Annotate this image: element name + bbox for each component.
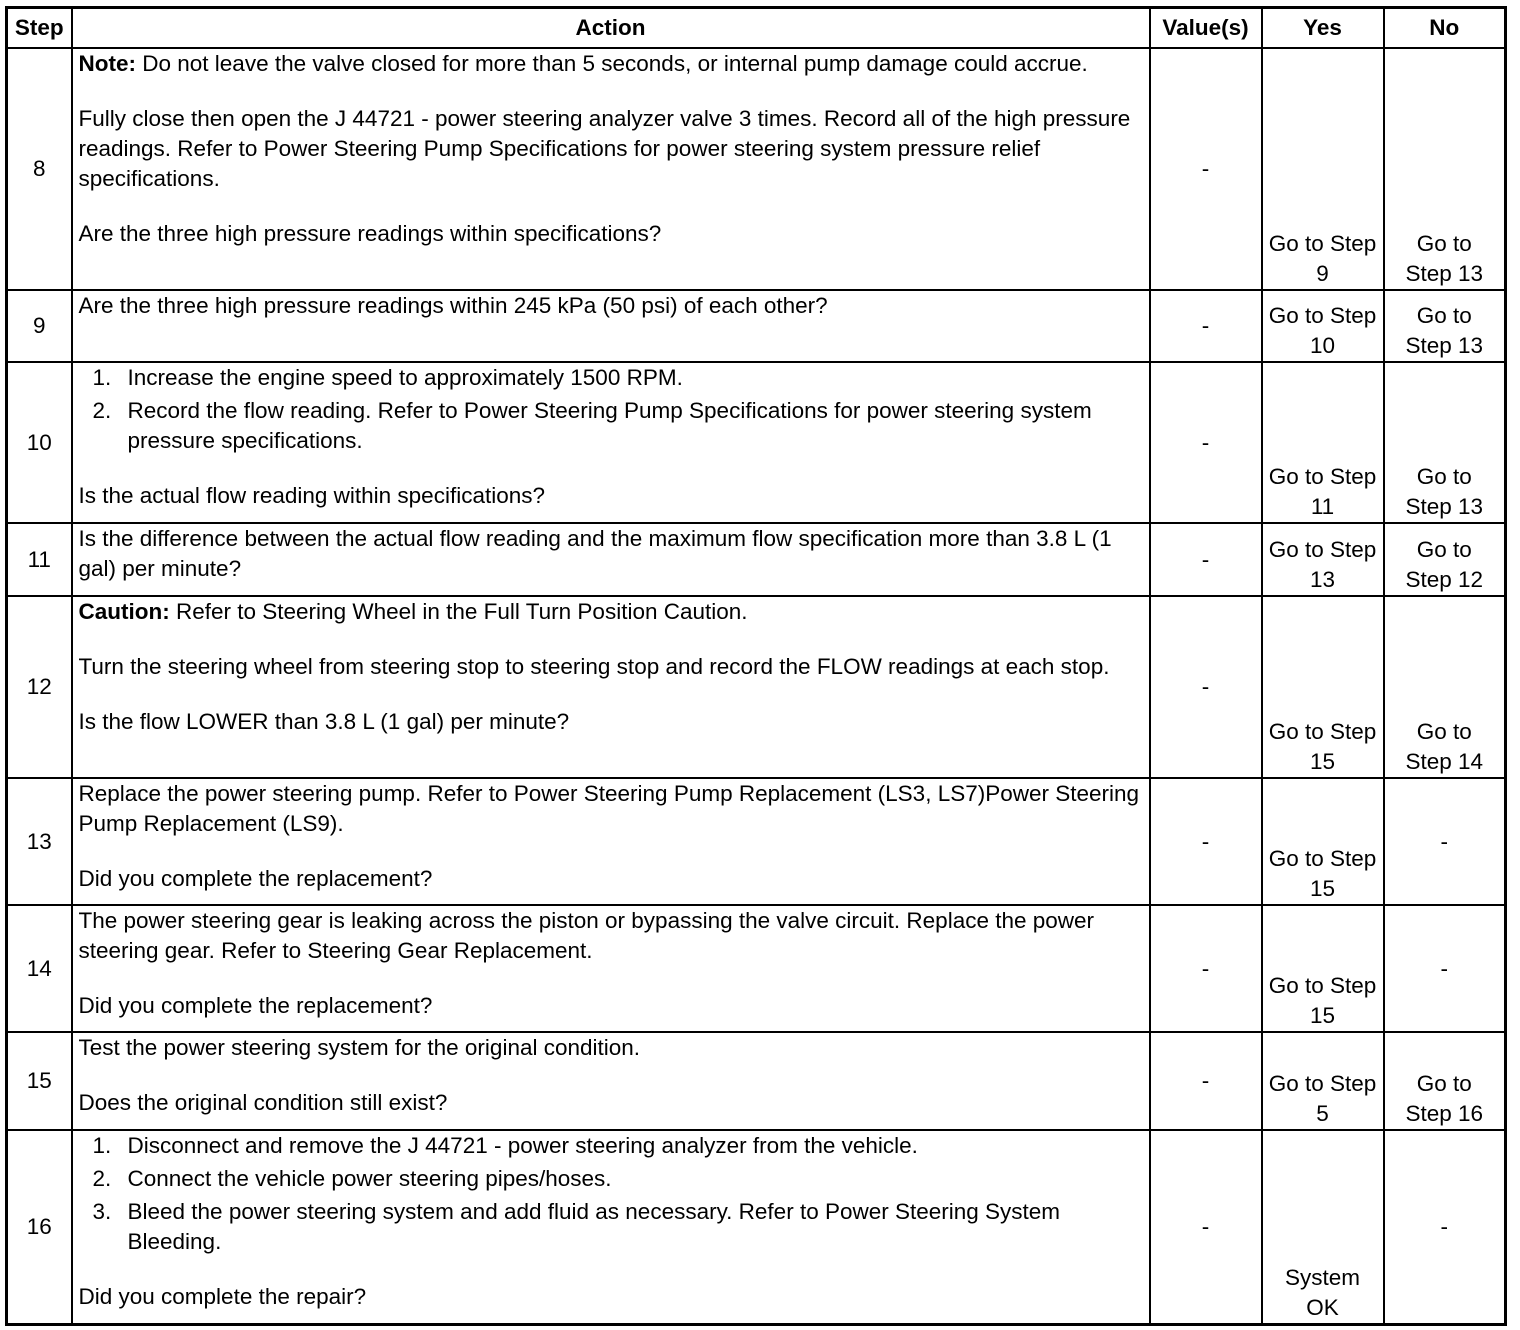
instruction-text: Test the power steering system for the original condition.	[78, 1035, 641, 1060]
no-outcome: -	[1384, 905, 1506, 1032]
list-item	[79, 1197, 1143, 1257]
yes-outcome: Go to Step 13	[1262, 523, 1384, 596]
item-text: Record the flow reading. Refer to Power Steering Pump Specifications for power steering system pressure specifications.	[127, 398, 1092, 453]
step-number: 8	[7, 48, 72, 290]
no-outcome: Go to Step 14	[1384, 596, 1506, 778]
table-row	[7, 523, 1506, 596]
value-cell: -	[1150, 905, 1262, 1032]
value-cell: -	[1150, 48, 1262, 290]
question-text: Did you complete the repair?	[78, 1284, 367, 1309]
instruction-text: Fully close then open the J 44721 - power steering analyzer valve 3 times. Record all of the high pressure readings. Refer to Power Steering Pump Specifications for power steering system pressure relief specifications.	[78, 106, 1131, 191]
yes-outcome: Go to Step 11	[1262, 362, 1384, 523]
header-row	[7, 8, 1506, 49]
step-number: 15	[7, 1032, 72, 1130]
yes-outcome: Go to Step 9	[1262, 48, 1384, 290]
header-yes: Yes	[1262, 8, 1384, 49]
action-cell	[72, 48, 1150, 290]
step-number: 16	[7, 1130, 72, 1324]
question-text: Is the actual flow reading within specifications?	[78, 483, 546, 508]
table-row	[7, 290, 1506, 362]
caution	[79, 597, 1143, 627]
yes-outcome: Go to Step 5	[1262, 1032, 1384, 1130]
value-cell: -	[1150, 778, 1262, 905]
value-cell: -	[1150, 523, 1262, 596]
action-cell	[72, 290, 1150, 362]
yes-outcome: Go to Step 15	[1262, 778, 1384, 905]
caution-label: Caution:	[78, 599, 170, 624]
table-row	[7, 905, 1506, 1032]
action-cell	[72, 1032, 1150, 1130]
list-item	[79, 396, 1143, 456]
header-values: Value(s)	[1150, 8, 1262, 49]
table-row	[7, 596, 1506, 778]
table-row	[7, 48, 1506, 290]
item-number: 1.	[92, 365, 112, 390]
step-number: 11	[7, 523, 72, 596]
item-text: Disconnect and remove the J 44721 - power steering analyzer from the vehicle.	[127, 1133, 918, 1158]
action-cell	[72, 1130, 1150, 1324]
header-no: No	[1384, 8, 1506, 49]
question-text: Is the flow LOWER than 3.8 L (1 gal) per minute?	[78, 709, 570, 734]
no-outcome: Go to Step 16	[1384, 1032, 1506, 1130]
action-cell	[72, 362, 1150, 523]
question-text: Did you complete the replacement?	[78, 866, 433, 891]
value-cell: -	[1150, 290, 1262, 362]
instruction-text: Replace the power steering pump. Refer to Power Steering Pump Replacement (LS3, LS7)Power Steering Pump Replacement (LS9).	[78, 781, 1140, 836]
no-outcome: Go to Step 13	[1384, 48, 1506, 290]
table-row	[7, 1130, 1506, 1324]
item-number: 3.	[92, 1199, 112, 1224]
question-text: Are the three high pressure readings within specifications?	[78, 221, 662, 246]
step-number: 13	[7, 778, 72, 905]
no-outcome: Go to Step 12	[1384, 523, 1506, 596]
no-outcome: Go to Step 13	[1384, 362, 1506, 523]
step-number: 10	[7, 362, 72, 523]
no-outcome: -	[1384, 1130, 1506, 1324]
note-label: Note:	[78, 51, 136, 76]
diagnostic-table	[5, 6, 1507, 1326]
yes-outcome: Go to Step 15	[1262, 905, 1384, 1032]
action-cell	[72, 905, 1150, 1032]
yes-outcome: Go to Step 10	[1262, 290, 1384, 362]
item-text: Bleed the power steering system and add fluid as necessary. Refer to Power Steering System Bleeding.	[127, 1199, 1061, 1254]
question-text: Are the three high pressure readings within 245 kPa (50 psi) of each other?	[78, 293, 828, 318]
procedure-list	[79, 1131, 1143, 1257]
question-text: Did you complete the replacement?	[78, 993, 433, 1018]
table-row	[7, 778, 1506, 905]
header-step: Step	[7, 8, 72, 49]
value-cell: -	[1150, 362, 1262, 523]
item-text: Increase the engine speed to approximately 1500 RPM.	[127, 365, 683, 390]
caution-text: Refer to Steering Wheel in the Full Turn Position Caution.	[169, 599, 748, 624]
yes-outcome: Go to Step 15	[1262, 596, 1384, 778]
note	[79, 49, 1143, 79]
no-outcome: -	[1384, 778, 1506, 905]
list-item	[79, 1131, 1143, 1161]
table-row	[7, 1032, 1506, 1130]
question-text: Does the original condition still exist?	[78, 1090, 448, 1115]
action-cell	[72, 778, 1150, 905]
item-number: 2.	[92, 1166, 112, 1191]
step-number: 12	[7, 596, 72, 778]
item-number: 1.	[92, 1133, 112, 1158]
item-text: Connect the vehicle power steering pipes/hoses.	[127, 1166, 612, 1191]
no-outcome: Go to Step 13	[1384, 290, 1506, 362]
instruction-text: Turn the steering wheel from steering stop to steering stop and record the FLOW readings at each stop.	[78, 654, 1110, 679]
value-cell: -	[1150, 1130, 1262, 1324]
note-text: Do not leave the valve closed for more than 5 seconds, or internal pump damage could accrue.	[136, 51, 1088, 76]
question-text: Is the difference between the actual flow reading and the maximum flow specification more than 3.8 L (1 gal) per minute?	[78, 526, 1112, 581]
value-cell: -	[1150, 1032, 1262, 1130]
yes-outcome: System OK	[1262, 1130, 1384, 1324]
item-number: 2.	[92, 398, 112, 423]
step-number: 14	[7, 905, 72, 1032]
list-item	[79, 363, 1143, 393]
action-cell	[72, 596, 1150, 778]
procedure-list	[79, 363, 1143, 456]
table-row	[7, 362, 1506, 523]
list-item	[79, 1164, 1143, 1194]
instruction-text: The power steering gear is leaking across the piston or bypassing the valve circuit. Replace the power steering gear. Refer to Steering Gear Replacement.	[78, 908, 1095, 963]
action-cell	[72, 523, 1150, 596]
value-cell: -	[1150, 596, 1262, 778]
step-number: 9	[7, 290, 72, 362]
header-action: Action	[72, 8, 1150, 49]
